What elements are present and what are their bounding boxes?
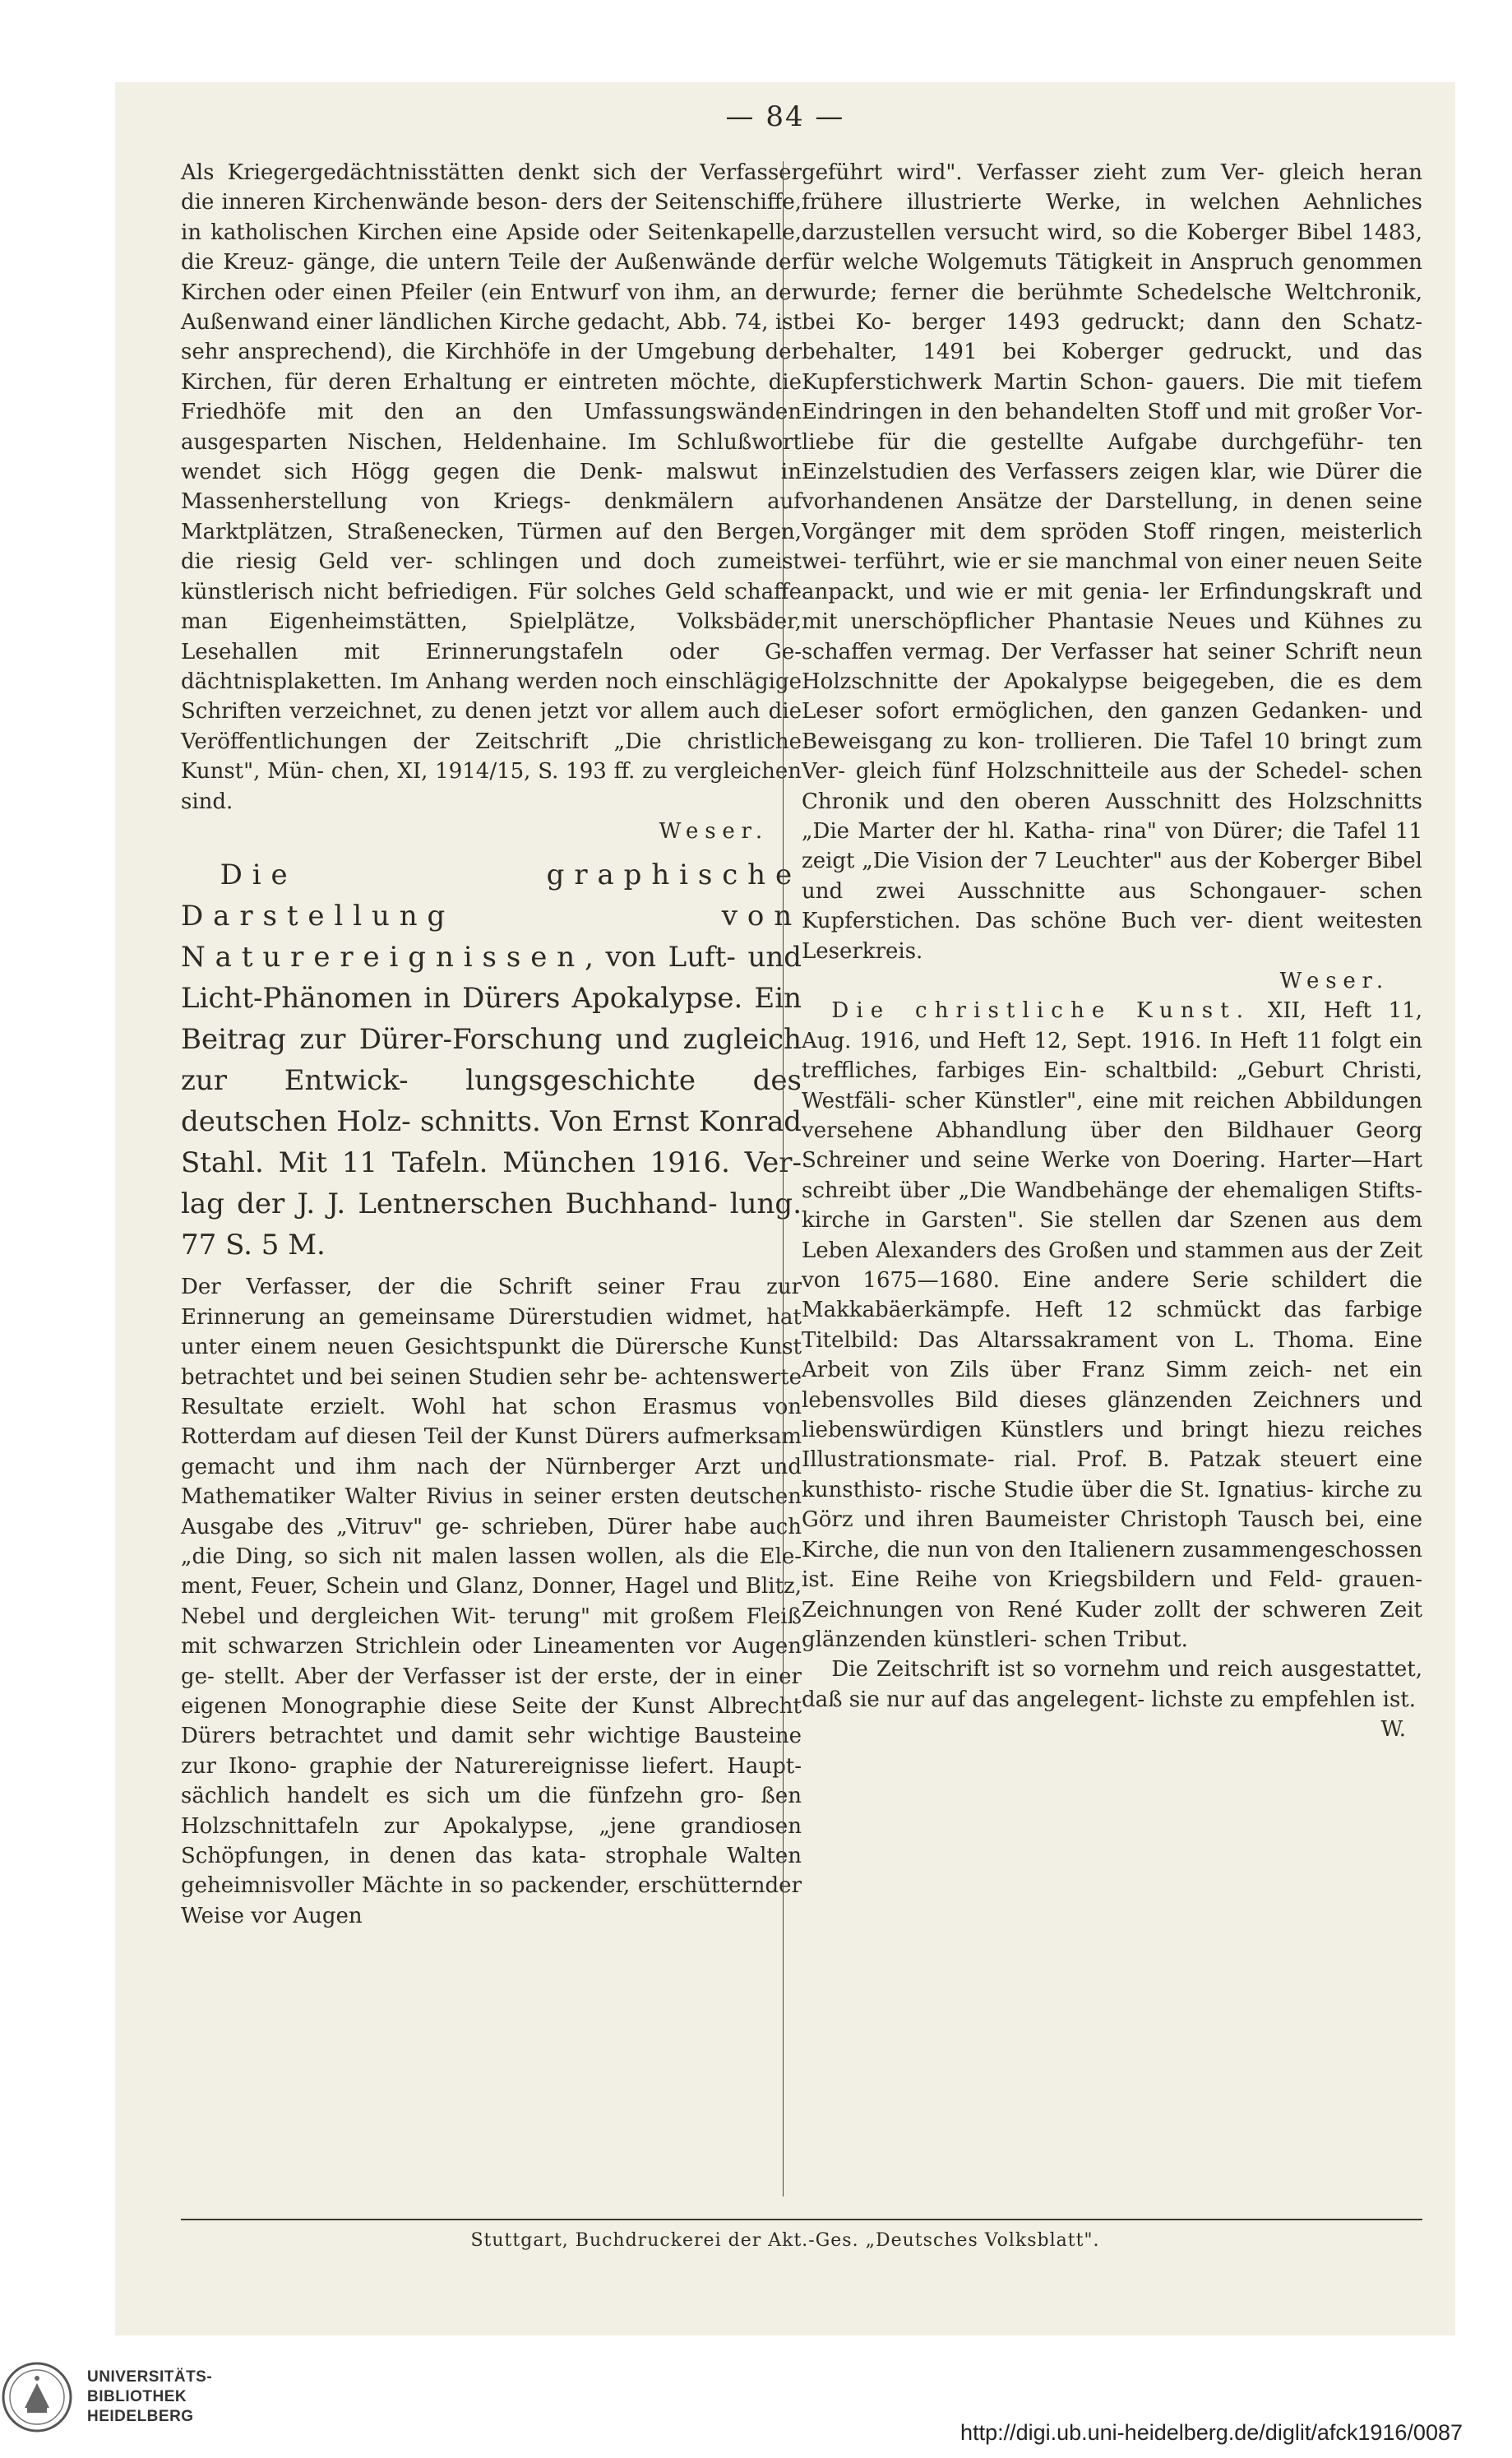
review-heading-rest: , von Luft- und Licht-Phänomen in Dürers Apokalypse. Ein Beitrag zur Dürer-Forschung und zugleich zur Entwick- lungsgeschichte des deutschen Holz- schnitts. Von Ernst Konrad Stahl. Mit 11 Tafeln. München 1916. Ver- lag der J. J. Lentnerschen Buchhand- lung. 77 S. 5 M.: [181, 941, 802, 1262]
paragraph-text: XII, Heft 11, Aug. 1916, und Heft 12, Sept. 1916. In Heft 11 folgt ein treffliches, farbiges Ein- schaltbild: „Geburt Christi, Westfäli- scher Künstler", eine mit reichen Abbildungen versehene Abhandlung über den Bildhauer Georg Schreiner und seine Werke von Doering. Harter—Hart schreibt über „Die Wandbehänge der ehemaligen Stifts- kirche in Garsten". Sie stellen dar Szenen aus dem Leben Alexanders des Großen und stammen aus der Zeit von 1675—1680. Eine andere Serie schildert die Makkabäerkämpfe. Heft 12 schmückt das farbige Titelbild: Das Altarssakrament von L. Thoma. Eine Arbeit von Zils über Franz Simm zeich- net ein lebensvolles Bild dieses glänzenden Zeichners und liebenswürdigen Künstlers und bringt hiezu reiches Illustrationsmate- rial. Prof. B. Patzak steuert eine kunsthisto- rische Studie über die St. Ignatius- kirche zu Görz und ihren Baumeister Christoph Tausch bei, eine Kirche, die nun von den Italienern zusammengeschossen ist. Eine Reihe von Kriegsbildern und Feld- grauen-Zeichnungen von René Kuder zollt der schweren Zeit glänzenden künstleri- schen Tribut.: [802, 998, 1423, 1652]
library-name: [87, 2368, 212, 2427]
imprint-footer: Stuttgart, Buchdruckerei der Akt.-Ges. „Deutsches Volksblatt".: [470, 2230, 1100, 2251]
library-stamp: [0, 2352, 395, 2442]
signature: W.: [1380, 1717, 1406, 1743]
paragraph: [802, 996, 1422, 1655]
column-divider: [783, 161, 784, 2196]
paragraph: geführt wird". Verfasser zieht zum Ver- gleich heran frühere illustrierte Werke, in welchen Aehnliches darzustellen versucht wird, so die Koberger Bibel 1483, für welche Wolgemuts Tätigkeit in Anspruch genommen wurde; ferner die berühmte Schedelsche Weltchronik, bei Ko- berger 1493 gedruckt; dann den Schatz- behalter, 1491 bei Koberger gedruckt, und das Kupferstichwerk Martin Schon- gauers. Die mit tiefem Eindringen in den behandelten Stoff und mit großer Vor- liebe für die gestellte Aufgabe durchgeführ- ten Einzelstudien des Verfassers zeigen klar, wie Dürer die vorhandenen Ansätze der Darstellung, in denen seine Vorgänger mit dem spröden Stoff ringen, meisterlich wei- terführt, wie er sie manchmal von einer neuen Seite anpackt, und wie er mit genia- ler Erfindungskraft und mit unerschöpflicher Phantasie Neues und Kühnes zu schaffen vermag. Der Verfasser hat seiner Schrift neun Holzschnitte der Apokalypse beigegeben, die es dem Leser sofort ermöglichen, den ganzen Gedanken- und Beweisgang zu kon- trollieren. Die Tafel 10 bringt zum Ver- gleich fünf Holzschnitteile aus der Schedel- schen Chronik und den oberen Ausschnitt des Holzschnitts „Die Marter der hl. Katha- rina" von Dürer; die Tafel 11 zeigt „Die Vision der 7 Leuchter" aus der Koberger Bibel und zwei Ausschnitte aus Schongauer- schen Kupferstichen. Das schöne Buch ver- dient weitesten Leserkreis.: [802, 160, 1422, 964]
paragraph: Als Kriegergedächtnisstätten denkt sich der Verfasser die inneren Kirchenwände beson- ders der Seitenschiffe, in katholischen Kirchen eine Apside oder Seitenkapelle, die Kreuz- gänge, die untern Teile der Außenwände der Kirchen oder einen Pfeiler (ein Entwurf von ihm, an der Außenwand einer ländlichen Kirche gedacht, Abb. 74, ist sehr ansprechend), die Kirchhöfe in der Umgebung der Kirchen, für deren Erhaltung er eintreten möchte, die Friedhöfe mit den an den Umfassungswänden ausgesparten Nischen, Heldenhaine. Im Schlußwort wendet sich Högg gegen die Denk- malswut in Massenherstellung von Kriegs- denkmälern auf Marktplätzen, Straßenecken, Türmen auf den Bergen, die riesig Geld ver- schlingen und doch zumeist künstlerisch nicht befriedigen. Für solches Geld schaffe man Eigenheimstätten, Spielplätze, Volksbäder, Lesehallen mit Erinnerungstafeln oder Ge- dächtnisplaketten. Im Anhang werden noch einschlägige Schriften verzeichnet, zu denen jetzt vor allem auch die Veröffentlichungen der Zeitschrift „Die christliche Kunst", Mün- chen, XI, 1914/15, S. 193 ff. zu vergleichen sind.: [181, 160, 802, 814]
left-column: [181, 158, 802, 1931]
library-name-line: BIBLIOTHEK: [87, 2388, 187, 2405]
scanned-page: [115, 82, 1455, 2335]
paragraph: Die Zeitschrift ist so vornehm und reich ausgestattet, daß sie nur auf das angelegent- lichste zu empfehlen ist.: [802, 1657, 1422, 1712]
signature: Weser.: [659, 818, 769, 844]
page-number: — 84 —: [725, 100, 845, 133]
journal-title: Die christliche Kunst.: [831, 998, 1251, 1024]
footer-rule: [181, 2219, 1422, 2220]
university-library-seal-icon: [0, 2360, 74, 2434]
source-url[interactable]: http://digi.ub.uni-heidelberg.de/diglit/afck1916/0087: [960, 2420, 1463, 2445]
review-heading: [181, 854, 802, 1266]
library-name-line: HEIDELBERG: [87, 2408, 194, 2425]
signature: Weser.: [1279, 968, 1389, 993]
review-heading-spaced: Die graphische Darstellung von Naturereignissen: [181, 859, 802, 974]
right-column: [802, 158, 1422, 1745]
paragraph: Der Verfasser, der die Schrift seiner Frau zur Erinnerung an gemeinsame Dürerstudien widmet, hat unter einem neuen Gesichtspunkt die Dürersche Kunst betrachtet und bei seinen Studien sehr be- achtenswerte Resultate erzielt. Wohl hat schon Erasmus von Rotterdam auf diesen Teil der Kunst Dürers aufmerksam gemacht und ihm nach der Nürnberger Arzt und Mathematiker Walter Rivius in seiner ersten deutschen Ausgabe des „Vitruv" ge- schrieben, Dürer habe auch „die Ding, so sich nit malen lassen wollen, als die Ele- ment, Feuer, Schein und Glanz, Donner, Hagel und Blitz, Nebel und dergleichen Wit- terung" mit großem Fleiß mit schwarzen Strichlein oder Lineamenten vor Augen ge- stellt. Aber der Verfasser ist der erste, der in einer eigenen Monographie diese Seite der Kunst Albrecht Dürers betrachtet und damit sehr wichtige Bausteine zur Ikono- graphie der Naturereignisse liefert. Haupt- sächlich handelt es sich um die fünfzehn gro- ßen Holzschnittafeln zur Apokalypse, „jene grandiosen Schöpfungen, in denen das kata- strophale Walten geheimnisvoller Mächte in so packender, erschütternder Weise vor Augen: [181, 1275, 802, 1928]
library-name-line: UNIVERSITÄTS-: [87, 2368, 213, 2386]
